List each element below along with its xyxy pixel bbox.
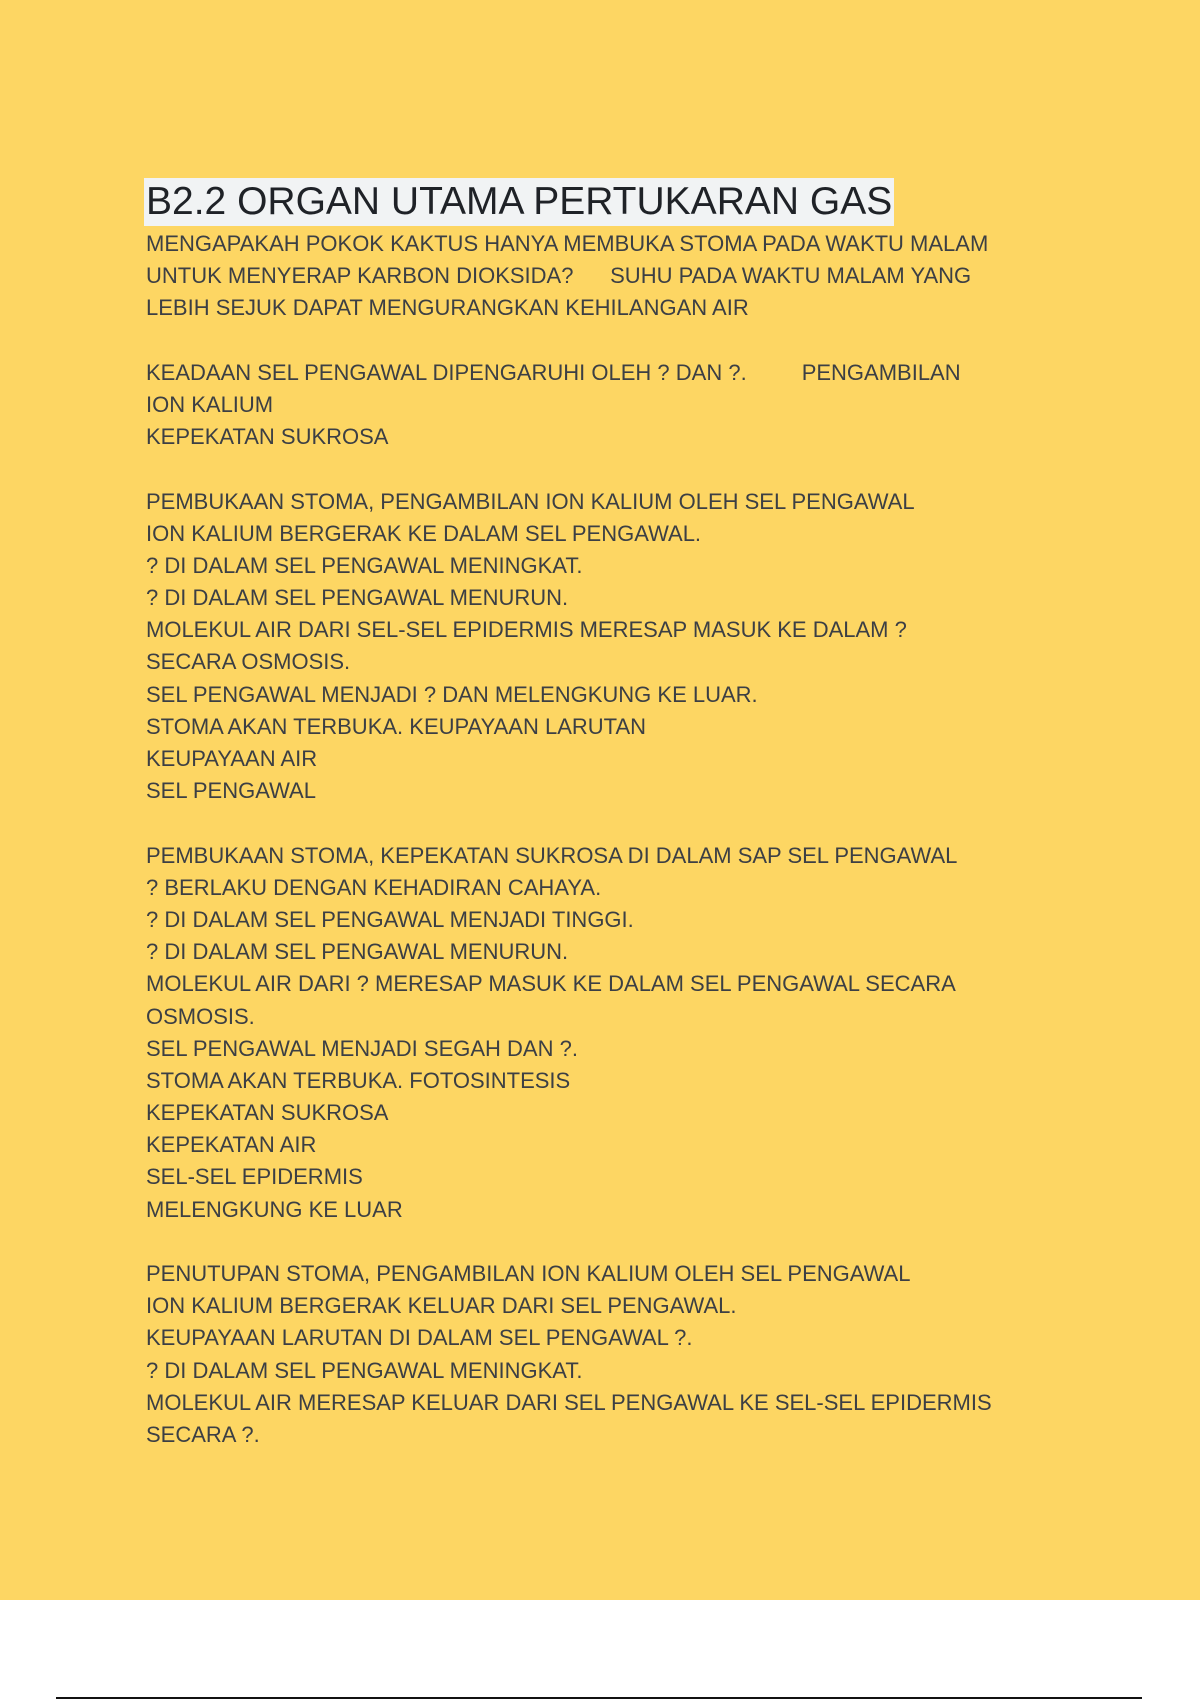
text-line: ION KALIUM <box>146 391 274 417</box>
text-line: SEL PENGAWAL MENJADI ? DAN MELENGKUNG KE LUAR. <box>146 681 758 707</box>
blank-line <box>146 1226 1146 1258</box>
text-line: SEL-SEL EPIDERMIS <box>146 1164 363 1190</box>
text-line: OSMOSIS. <box>146 1003 255 1029</box>
text-line: KEPEKATAN SUKROSA <box>146 424 389 450</box>
text-line: PEMBUKAAN STOMA, KEPEKATAN SUKROSA DI DALAM SAP SEL PENGAWAL <box>146 842 958 868</box>
text-line: STOMA AKAN TERBUKA. KEUPAYAAN LARUTAN <box>146 713 647 739</box>
page-divider <box>56 1697 1142 1699</box>
text-line: KEUPAYAAN LARUTAN DI DALAM SEL PENGAWAL ?. <box>146 1325 693 1351</box>
text-line: MOLEKUL AIR MERESAP KELUAR DARI SEL PENGAWAL KE SEL-SEL EPIDERMIS <box>146 1389 992 1415</box>
text-line: PEMBUKAAN STOMA, PENGAMBILAN ION KALIUM OLEH SEL PENGAWAL <box>146 488 915 514</box>
text-line: STOMA AKAN TERBUKA. FOTOSINTESIS <box>146 1067 571 1093</box>
text-line: SECARA OSMOSIS. <box>146 649 351 675</box>
text-line: ? DI DALAM SEL PENGAWAL MENJADI TINGGI. <box>146 906 634 932</box>
text-line: UNTUK MENYERAP KARBON DIOKSIDA? SUHU PADA WAKTU MALAM YANG <box>146 263 972 289</box>
text-line: KEUPAYAAN AIR <box>146 746 318 771</box>
text-line: SECARA ?. <box>146 1421 260 1447</box>
text-line: MOLEKUL AIR DARI ? MERESAP MASUK KE DALAM SEL PENGAWAL SECARA <box>146 971 956 997</box>
text-line: PENUTUPAN STOMA, PENGAMBILAN ION KALIUM OLEH SEL PENGAWAL <box>146 1261 911 1286</box>
document-content <box>146 178 1146 1451</box>
text-line: KEADAAN SEL PENGAWAL DIPENGARUHI OLEH ? DAN ?. PENGAMBILAN <box>146 359 961 385</box>
text-line: MELENGKUNG KE LUAR <box>146 1196 403 1222</box>
text-line: ? DI DALAM SEL PENGAWAL MENINGKAT. <box>146 1357 583 1383</box>
text-line: ? DI DALAM SEL PENGAWAL MENURUN. <box>146 585 569 611</box>
text-line: ? DI DALAM SEL PENGAWAL MENURUN. <box>146 939 569 965</box>
text-line: LEBIH SEJUK DAPAT MENGURANGKAN KEHILANGAN AIR <box>146 295 749 321</box>
blank-line <box>146 453 1146 485</box>
document-title: B2.2 ORGAN UTAMA PERTUKARAN GAS <box>144 178 894 226</box>
text-line: ? BERLAKU DENGAN KEHADIRAN CAHAYA. <box>146 874 602 900</box>
text-line: KEPEKATAN SUKROSA <box>146 1100 389 1126</box>
text-line: ION KALIUM BERGERAK KELUAR DARI SEL PENGAWAL. <box>146 1293 737 1319</box>
text-line: KEPEKATAN AIR <box>146 1132 317 1158</box>
text-line: SEL PENGAWAL <box>146 778 316 804</box>
document-body <box>146 228 1146 1451</box>
text-line: ION KALIUM BERGERAK KE DALAM SEL PENGAWAL. <box>146 520 702 546</box>
text-line: MOLEKUL AIR DARI SEL-SEL EPIDERMIS MERESAP MASUK KE DALAM ? <box>146 617 907 643</box>
blank-line <box>146 807 1146 839</box>
text-line: MENGAPAKAH POKOK KAKTUS HANYA MEMBUKA STOMA PADA WAKTU MALAM <box>146 231 989 256</box>
blank-line <box>146 325 1146 357</box>
text-line: SEL PENGAWAL MENJADI SEGAH DAN ?. <box>146 1035 578 1061</box>
text-line: ? DI DALAM SEL PENGAWAL MENINGKAT. <box>146 552 583 578</box>
